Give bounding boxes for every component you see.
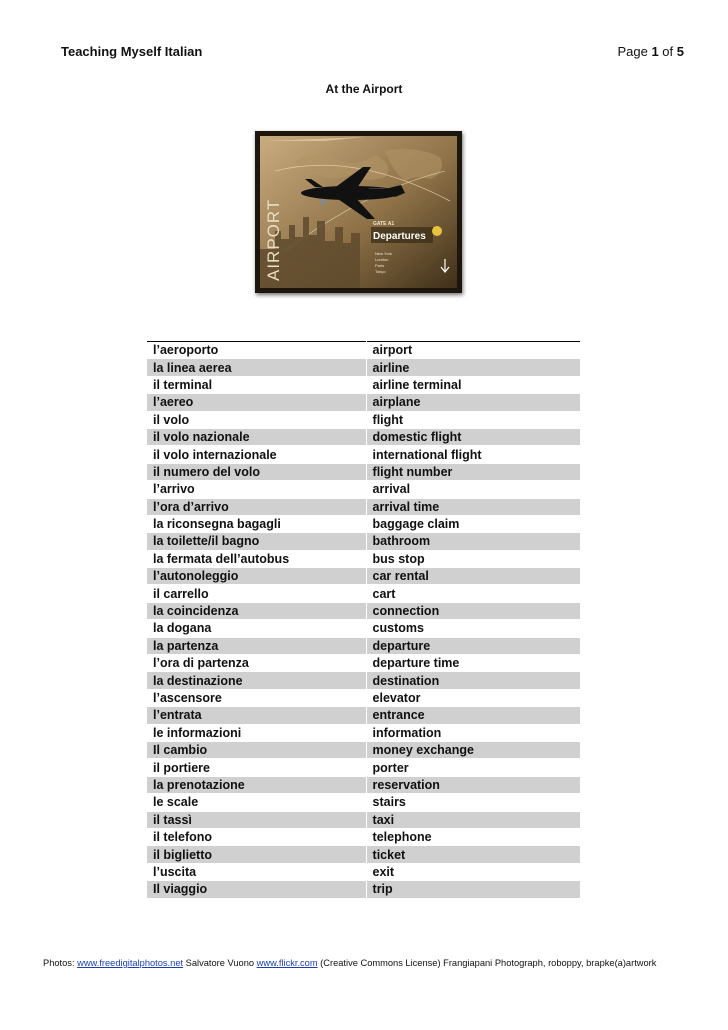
italian-term: le informazioni	[147, 724, 367, 741]
photo-credits: Photos: www.freedigitalphotos.net Salvatore Vuono www.flickr.com (Creative Commons License) Frangiapani Photograph, roboppy, brapke(a)artwork	[43, 958, 657, 968]
svg-text:AIRPORT: AIRPORT	[264, 198, 283, 281]
english-term: reservation	[366, 776, 580, 793]
vocabulary-table	[146, 341, 580, 899]
svg-text:Departures: Departures	[373, 231, 426, 242]
table-row	[147, 515, 581, 532]
english-term: destination	[366, 672, 580, 689]
english-term: bus stop	[366, 550, 580, 567]
table-row	[147, 846, 581, 863]
italian-term: la linea aerea	[147, 359, 367, 376]
table-row	[147, 394, 581, 411]
italian-term: l’ora di partenza	[147, 655, 367, 672]
english-term: exit	[366, 863, 580, 880]
english-term: taxi	[366, 811, 580, 828]
table-row	[147, 498, 581, 515]
airport-photo	[255, 131, 462, 293]
english-term: entrance	[366, 707, 580, 724]
italian-term: l’arrivo	[147, 481, 367, 498]
english-term: telephone	[366, 828, 580, 845]
table-row	[147, 724, 581, 741]
svg-text:GATE A1: GATE A1	[373, 221, 395, 227]
english-term: flight number	[366, 463, 580, 480]
table-row	[147, 620, 581, 637]
table-row	[147, 672, 581, 689]
table-row	[147, 602, 581, 619]
english-term: connection	[366, 602, 580, 619]
italian-term: il biglietto	[147, 846, 367, 863]
table-row	[147, 376, 581, 393]
italian-term: le scale	[147, 794, 367, 811]
italian-term: il volo internazionale	[147, 446, 367, 463]
english-term: arrival	[366, 481, 580, 498]
table-row	[147, 446, 581, 463]
english-term: cart	[366, 585, 580, 602]
italian-term: il tassì	[147, 811, 367, 828]
english-term: car rental	[366, 568, 580, 585]
english-term: ticket	[366, 846, 580, 863]
italian-term: il carrello	[147, 585, 367, 602]
english-term: domestic flight	[366, 428, 580, 445]
english-term: bathroom	[366, 533, 580, 550]
italian-term: Il viaggio	[147, 881, 367, 898]
english-term: arrival time	[366, 498, 580, 515]
english-term: information	[366, 724, 580, 741]
english-term: stairs	[366, 794, 580, 811]
italian-term: l’ascensore	[147, 689, 367, 706]
english-term: airplane	[366, 394, 580, 411]
italian-term: il telefono	[147, 828, 367, 845]
english-term: airline terminal	[366, 376, 580, 393]
table-row	[147, 533, 581, 550]
italian-term: il terminal	[147, 376, 367, 393]
italian-term: il portiere	[147, 759, 367, 776]
table-row	[147, 689, 581, 706]
table-row	[147, 828, 581, 845]
table-row	[147, 655, 581, 672]
italian-term: la coincidenza	[147, 602, 367, 619]
table-row	[147, 776, 581, 793]
table-row	[147, 707, 581, 724]
italian-term: la riconsegna bagagli	[147, 515, 367, 532]
table-row	[147, 794, 581, 811]
italian-term: l’aeroporto	[147, 342, 367, 359]
italian-term: l’entrata	[147, 707, 367, 724]
table-row	[147, 863, 581, 880]
table-row	[147, 881, 581, 898]
english-term: customs	[366, 620, 580, 637]
italian-term: l’ora d’arrivo	[147, 498, 367, 515]
page-number: Page 1 of 5	[617, 44, 684, 59]
italian-term: l’uscita	[147, 863, 367, 880]
english-term: departure	[366, 637, 580, 654]
english-term: elevator	[366, 689, 580, 706]
table-row	[147, 411, 581, 428]
svg-text:Tokyo: Tokyo	[375, 269, 386, 274]
svg-text:————: ————	[369, 185, 385, 190]
italian-term: il volo nazionale	[147, 428, 367, 445]
table-row	[147, 585, 581, 602]
table-row	[147, 811, 581, 828]
english-term: porter	[366, 759, 580, 776]
english-term: baggage claim	[366, 515, 580, 532]
table-row	[147, 359, 581, 376]
italian-term: il numero del volo	[147, 463, 367, 480]
table-row	[147, 428, 581, 445]
italian-term: la fermata dell’autobus	[147, 550, 367, 567]
english-term: departure time	[366, 655, 580, 672]
italian-term: la prenotazione	[147, 776, 367, 793]
table-row	[147, 759, 581, 776]
italian-term: la partenza	[147, 637, 367, 654]
header-title: Teaching Myself Italian	[61, 44, 203, 59]
italian-term: la dogana	[147, 620, 367, 637]
english-term: airline	[366, 359, 580, 376]
english-term: flight	[366, 411, 580, 428]
italian-term: Il cambio	[147, 741, 367, 758]
svg-text:Paris: Paris	[375, 263, 385, 268]
italian-term: la toilette/il bagno	[147, 533, 367, 550]
english-term: trip	[366, 881, 580, 898]
svg-text:London: London	[375, 257, 389, 262]
table-row	[147, 342, 581, 359]
english-term: airport	[366, 342, 580, 359]
svg-text:New York: New York	[375, 251, 392, 256]
italian-term: l’autonoleggio	[147, 568, 367, 585]
english-term: money exchange	[366, 741, 580, 758]
table-row	[147, 463, 581, 480]
document-title: At the Airport	[325, 82, 403, 96]
table-row	[147, 568, 581, 585]
english-term: international flight	[366, 446, 580, 463]
flickr-link[interactable]: www.flickr.com	[256, 958, 318, 968]
italian-term: l’aereo	[147, 394, 367, 411]
italian-term: il volo	[147, 411, 367, 428]
table-row	[147, 741, 581, 758]
freedigitalphotos-link[interactable]: www.freedigitalphotos.net	[77, 958, 184, 968]
italian-term: la destinazione	[147, 672, 367, 689]
table-row	[147, 550, 581, 567]
table-row	[147, 481, 581, 498]
table-row	[147, 637, 581, 654]
